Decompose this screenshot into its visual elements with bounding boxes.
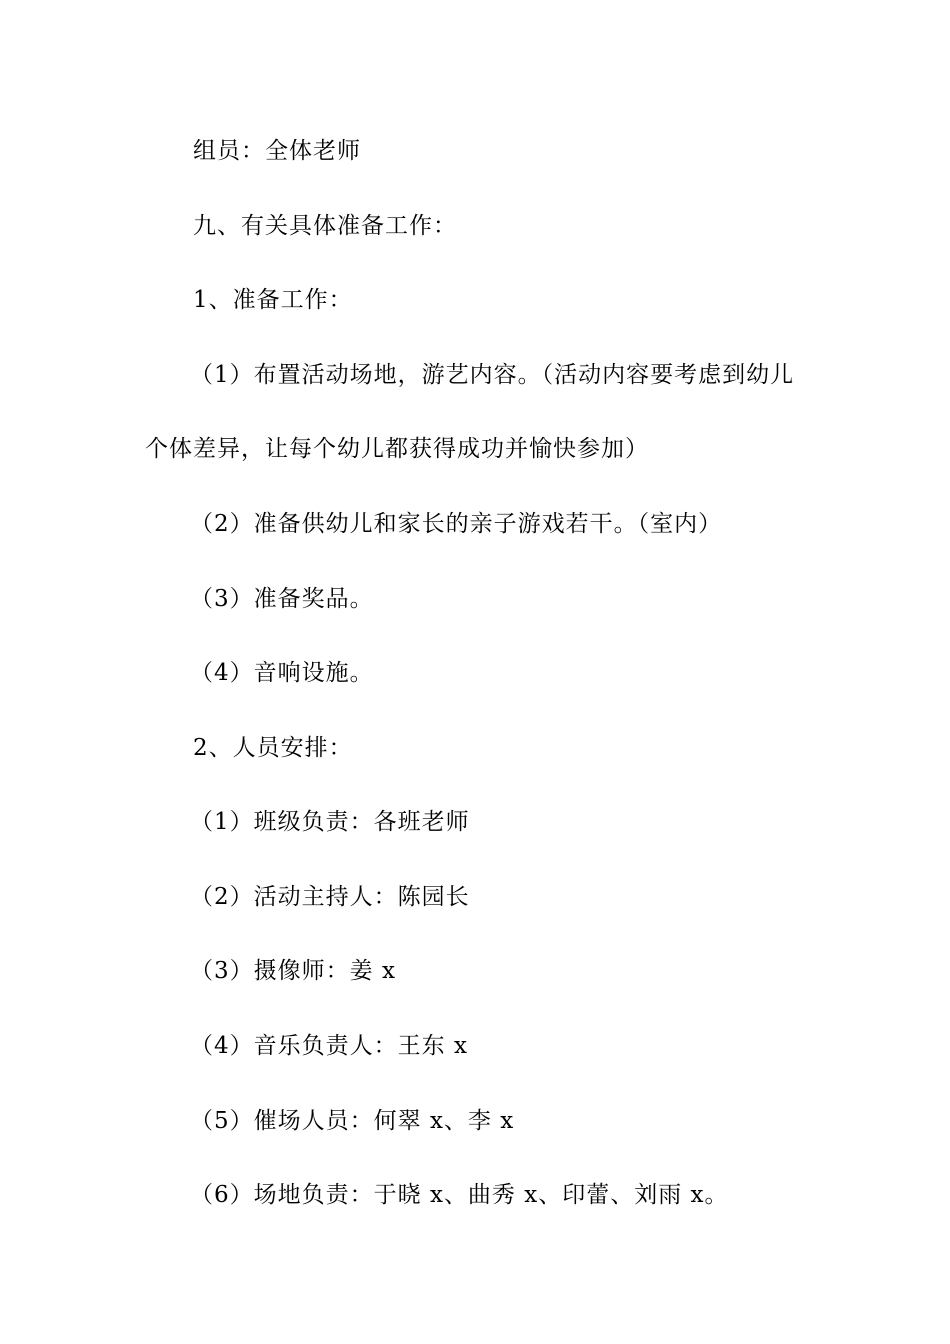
list-item-venue-staff: （6）场地负责：于晓 x、曲秀 x、印蕾、刘雨 x。	[190, 1182, 729, 1208]
list-item-prizes: （3）准备奖品。	[190, 586, 374, 612]
list-item-games: （2）准备供幼儿和家长的亲子游戏若干。（室内）	[190, 511, 723, 537]
list-item-photographer: （3）摄像师：姜 x	[190, 958, 396, 984]
list-item-venue: （1）布置活动场地，游艺内容。（活动内容要考虑到幼儿	[190, 362, 795, 388]
list-item-class-lead: （1）班级负责：各班老师	[190, 809, 470, 835]
paragraph-members: 组员：全体老师	[193, 138, 361, 164]
list-item-venue-continued: 个体差异，让每个幼儿都获得成功并愉快参加）	[145, 436, 649, 462]
list-item-audio: （4）音响设施。	[190, 660, 374, 686]
list-item-music: （4）音乐负责人：王东 x	[190, 1033, 468, 1059]
heading-staffing: 2、人员安排：	[193, 735, 353, 761]
list-item-stage-crew: （5）催场人员：何翠 x、李 x	[190, 1108, 515, 1134]
heading-preparation: 1、准备工作：	[193, 287, 353, 313]
list-item-host: （2）活动主持人：陈园长	[190, 884, 470, 910]
heading-section-nine: 九、有关具体准备工作：	[193, 213, 457, 239]
